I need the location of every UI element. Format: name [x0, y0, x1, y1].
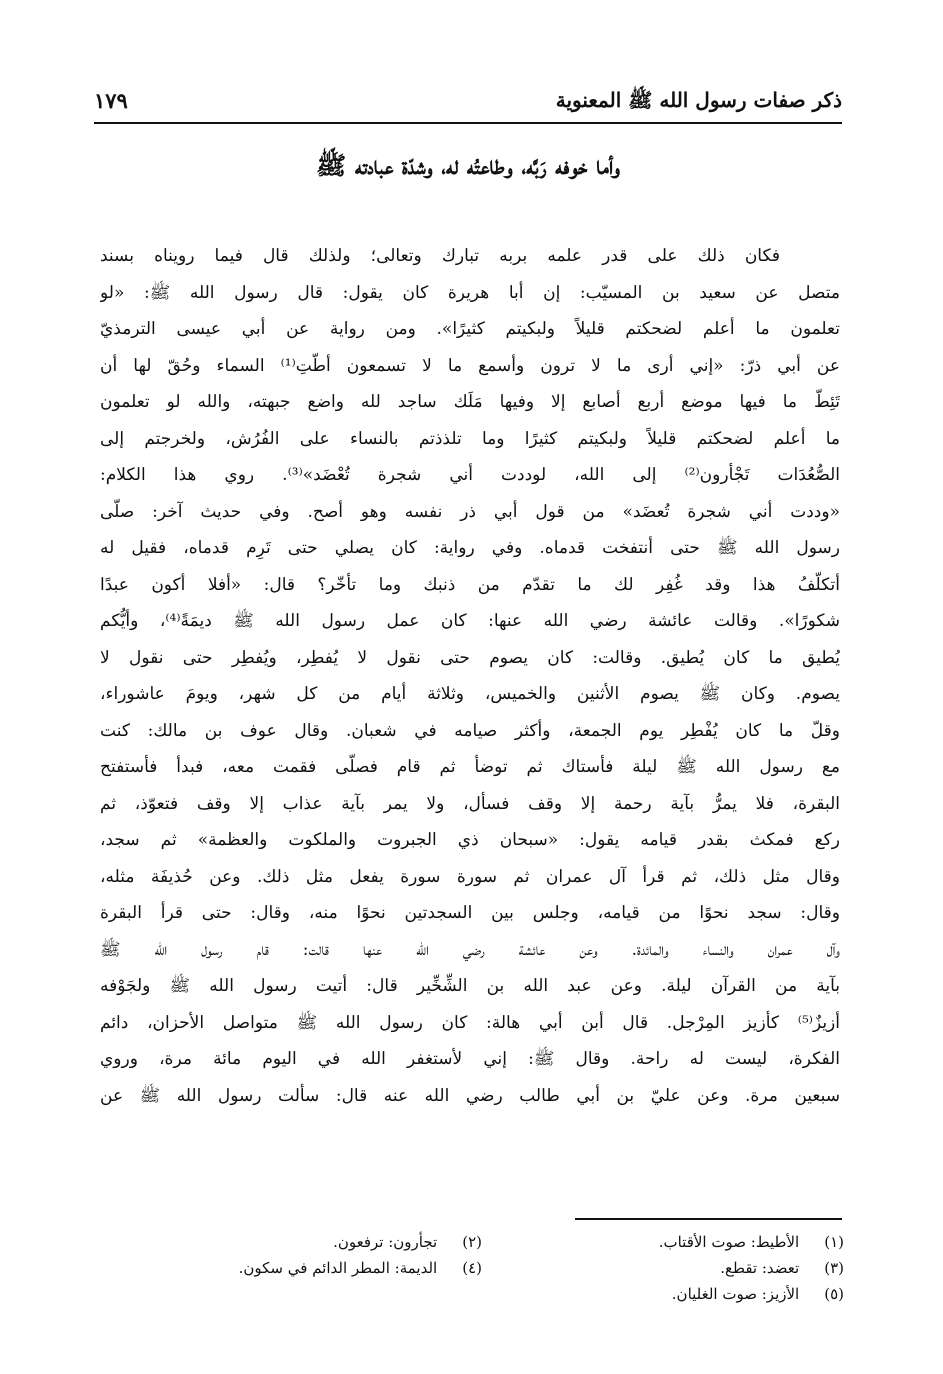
- body-line: الصُّعُدَات تَجْأرون⁽²⁾ إلى الله، لوددت أني شجرة تُعْضَد»⁽³⁾. روي هذا الكلام:: [100, 465, 840, 485]
- footnote-text: الأطيط: صوت الأقتاب.: [658, 1233, 800, 1251]
- body-line: تعلمون ما أعلم لضحكتم قليلاً ولبكيتم كثيرًا». ومن رواية عن أبي عيسى الترمذيّ: [100, 319, 840, 339]
- footnote-number: (٤): [462, 1259, 482, 1277]
- footnote-number: (١): [824, 1233, 844, 1251]
- footnote-number: (٥): [824, 1285, 844, 1303]
- body-line: وقال: سجد نحوًا من قيامه، وجلس بين السجدتين نحوًا منه، وقال: حتى قرأ البقرة: [100, 903, 840, 923]
- body-text: [100, 238, 840, 1198]
- body-line: فكان ذلك على قدر علمه بربه تبارك وتعالى؛ ولذلك قال فيما رويناه بسند: [100, 246, 780, 266]
- running-title: ذكر صفات رسول الله ﷺ المعنوية: [555, 88, 842, 112]
- body-line: متصل عن سعيد بن المسيّب: إن أبا هريرة كان يقول: قال رسول الله ﷺ: «لو: [100, 282, 840, 303]
- body-line: شكورًا». وقالت عائشة رضي الله عنها: كان عمل رسول الله ﷺ ديمَةً⁽⁴⁾، وأيُّكم: [100, 611, 840, 631]
- body-line: وقلّ ما كان يُفْطِر يوم الجمعة، وأكثر صيامه في شعبان. وقال عوف بن مالك: كنت: [100, 720, 840, 741]
- footnote-text: الأزيز: صوت الغليان.: [671, 1285, 800, 1303]
- body-line: مع رسول الله ﷺ ليلة فأستاك ثم توضأ ثم قام فصلّى فقمت معه، فبدأ فأستفتح: [100, 757, 840, 777]
- body-line: ما أعلم لضحكتم قليلاً ولبكيتم كثيرًا وما تلذذتم بالنساء على الفُرُش، ولخرجتم إلى: [100, 428, 840, 449]
- body-line: عن أبي ذرّ: «إني أرى ما لا ترون وأسمع ما لا تسمعون أطّتِ⁽¹⁾ السماء وحُقّ لها أن: [100, 355, 840, 376]
- body-line: يصوم. وكان ﷺ يصوم الأثنين والخميس، وثلاثة أيام من كل شهر، ويومَ عاشوراء،: [100, 684, 840, 704]
- footnotes: [100, 1229, 844, 1329]
- body-line: سبعين مرة. وعن عليّ بن أبي طالب رضي الله عنه قال: سألت رسول الله ﷺ عن: [100, 1085, 840, 1106]
- page-header: [94, 80, 842, 120]
- footnote: [544, 1281, 844, 1307]
- page-number: ١٧٩: [94, 88, 128, 113]
- body-line: ركع فمكث بقدر قيامه يقول: «سبحان ذي الجبروت والملكوت والعظمة» ثم سجد،: [100, 830, 840, 850]
- footnotes-column-right: [544, 1229, 844, 1307]
- footnote: [162, 1229, 482, 1255]
- footnote-rule: [575, 1218, 842, 1220]
- body-line: وقال مثل ذلك، ثم قرأ آل عمران ثم سورة سورة يفعل مثل ذلك. وعن حُذيفَة مثله،: [100, 866, 840, 887]
- body-line: الفكرة، ليست له راحة. وقال ﷺ: إني لأستغفر الله في اليوم مائة مرة، وروي: [100, 1049, 840, 1069]
- section-title: وأما خوفه رَبَّه، وطاعتُه له، وشدّة عبادته ﷺ: [316, 151, 620, 180]
- footnote: [162, 1255, 482, 1281]
- footnote-text: تعضد: تقطع.: [720, 1259, 800, 1277]
- body-line: «وددت أني شجرة تُعضَد» من قول أبي ذر نفسه وهو أصح. وفي حديث آخر: صلّى: [100, 501, 840, 522]
- body-line: بآية من القرآن ليلة. وعن عبد الله بن الشِّخِّير قال: أتيت رسول الله ﷺ ولجَوْفه: [100, 976, 840, 996]
- footnote: [544, 1255, 844, 1281]
- body-line: أزيزٌ⁽⁵⁾ كأزيز المِرْجل. قال أبن أبي هالة: كان رسول الله ﷺ متواصل الأحزان، دائم: [100, 1012, 840, 1033]
- body-line: أتكلّفُ هذا وقد غُفِر لك ما تقدّم من ذنبك وما تأخّر؟ قال: «أفلا أكون عبدًا: [100, 574, 840, 595]
- footnote-number: (٢): [462, 1233, 482, 1251]
- footnote-text: تجأرون: ترفعون.: [333, 1233, 438, 1251]
- footnotes-column-left: [162, 1229, 482, 1281]
- body-line: يُطيق ما كان يُطيق. وقالت: كان يصوم حتى نقول لا يُفطِر، ويُفطِر حتى نقول لا: [100, 647, 840, 668]
- header-rule: [94, 122, 842, 124]
- body-line: وآل عمران والنساء والمائدة. وعن عائشة رضي الله عنها قالت: قام رسول الله ﷺ: [100, 939, 840, 960]
- footnote-number: (٣): [824, 1259, 844, 1277]
- footnote-text: الديمة: المطر الدائم في سكون.: [238, 1259, 438, 1277]
- body-line: تَئِطّ ما فيها موضع أربع أصابع إلا وفيها مَلَك ساجد لله واضع جبهته، والله لو تعلمون: [100, 392, 840, 412]
- body-line: رسول الله ﷺ حتى أنتفخت قدماه. وفي رواية: كان يصلي حتى تَرِم قدماه، فقيل له: [100, 538, 840, 558]
- body-line: البقرة، فلا يمرُّ بآية رحمة إلا وقف فسأل، ولا يمر بآية عذاب إلا وقف فتعوّذ، ثم: [100, 793, 840, 814]
- footnote: [544, 1229, 844, 1255]
